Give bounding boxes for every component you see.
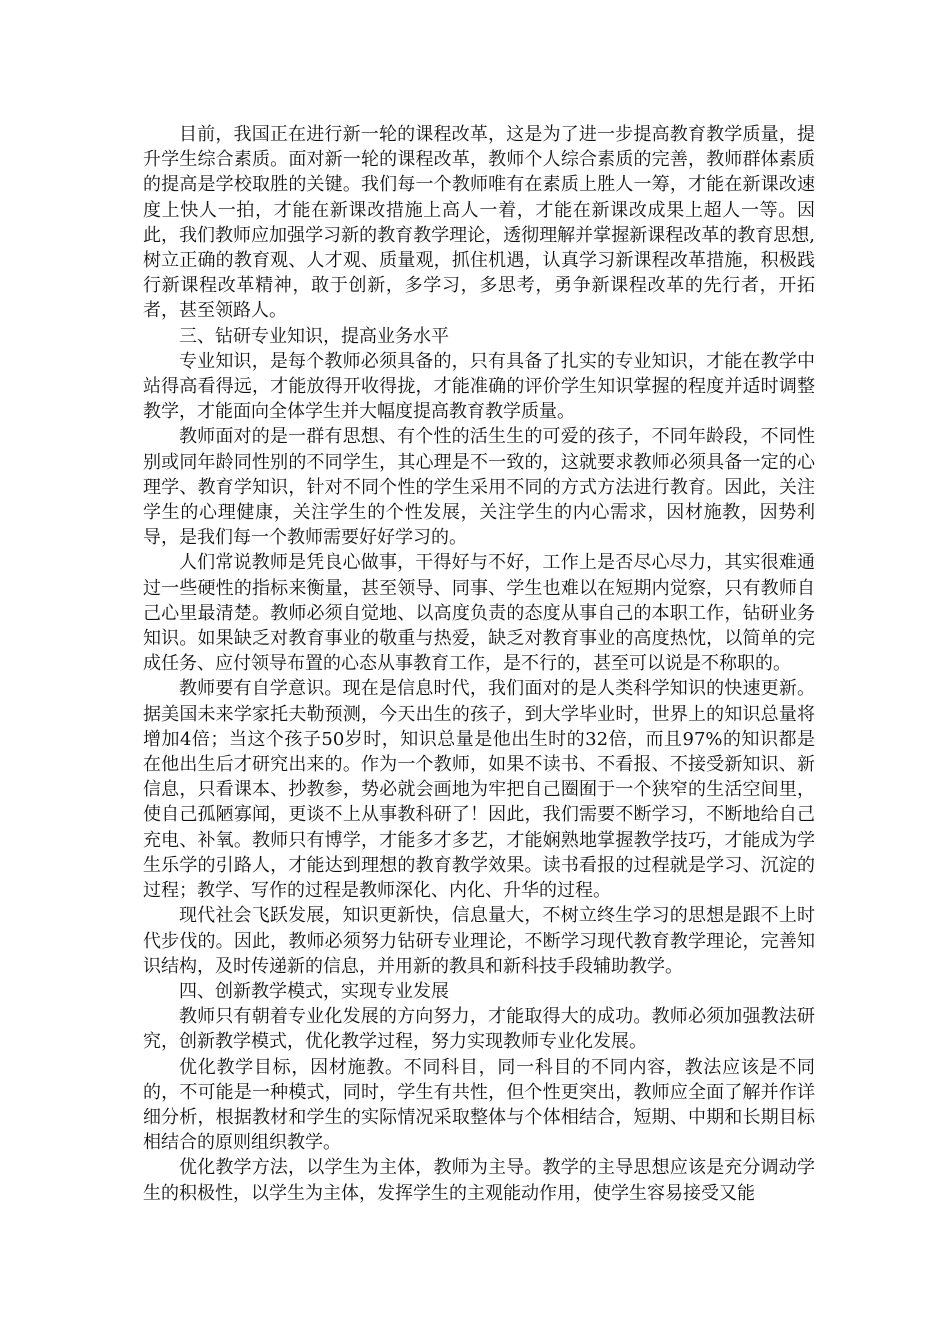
paragraph-teaching-methods: 优化教学方法，以学生为主体，教师为主导。教学的主导思想应该是充分调动学生的积极性，以学生为主体，发挥学生的主观能动作用，使学生容易接受又能 <box>143 1157 815 1204</box>
paragraph-professional-knowledge: 专业知识，是每个教师必须具备的，只有具备了扎实的专业知识，才能在教学中站得高看得远，才能放得开收得拢，才能准确的评价学生知识掌握的程度并适时调整教学，才能面向全体学生并大幅度提高教育教学质量。 <box>143 350 815 423</box>
paragraph-student-psychology: 教师面对的是一群有思想、有个性的活生生的可爱的孩子，不同年龄段，不同性别或同年龄同性别的不同学生，其心理是不一致的，这就要求教师必须具备一定的心理学、教育学知识，针对不同个性的学生采用不同的方式方法进行教育。因此，关注学生的心理健康，关注学生的个性发展，关注学生的内心需求，因材施教，因势利导，是我们每一个教师需要好好学习的。 <box>143 426 815 549</box>
section-heading-3: 三、钻研专业知识，提高业务水平 <box>179 325 449 347</box>
paragraph-teacher-conscience: 人们常说教师是凭良心做事，干得好与不好，工作上是否尽心尽力，其实很难通过一些硬性的指标来衡量，甚至领导、同事、学生也难以在短期内觉察，只有教师自己心里最清楚。教师必须自觉地、以高度负责的态度从事自己的本职工作，钻研业务知识。如果缺乏对教育事业的敬重与热爱，缺乏对教育事业的高度热忱，以简单的完成任务、应付领导布置的心态从事教育工作，是不行的，甚至可以说是不称职的。 <box>143 552 815 675</box>
paragraph-professional-development: 教师只有朝着专业化发展的方向努力，才能取得大的成功。教师必须加强教法研究，创新教学模式，优化教学过程，努力实现教师专业化发展。 <box>143 1006 815 1053</box>
paragraph-self-study: 教师要有自学意识。现在是信息时代，我们面对的是人类科学知识的快速更新。据美国未来学家托夫勒预测，今天出生的孩子，到大学毕业时，世界上的知识总量将增加4倍；当这个孩子50岁时，知识总量是他出生时的32倍，而且97%的知识都是在他出生后才研究出来的。作为一个教师，如果不读书、不看报、不接受新知识、新信息，只看课本、抄教参，势必就会画地为牢把自己圈囿于一个狭窄的生活空间里，使自己孤陋寡闻，更谈不上从事教科研了！因此，我们需要不断学习，不断地给自己充电、补氧。教师只有博学，才能多才多艺，才能娴熟地掌握教学技巧，才能成为学生乐学的引路人，才能达到理想的教育教学效果。读书看报的过程就是学习、沉淀的过程；教学、写作的过程是教师深化、内化、升华的过程。 <box>143 678 815 902</box>
section-heading-4: 四、创新教学模式，实现专业发展 <box>179 980 449 1002</box>
paragraph-lifelong-learning: 现代社会飞跃发展，知识更新快，信息量大，不树立终生学习的思想是跟不上时代步伐的。因此，教师必须努力钻研专业理论，不断学习现代教育教学理论，完善知识结构，及时传递新的信息，并用新的教具和新科技手段辅助教学。 <box>143 905 815 977</box>
document-body <box>143 122 815 1206</box>
paragraph-teaching-goals: 优化教学目标，因材施教。不同科目，同一科目的不同内容，教法应该是不同的，不可能是一种模式，同时，学生有共性，但个性更突出，教师应全面了解并作详细分析，根据教材和学生的实际情况采取整体与个体相结合，短期、中期和长期目标相结合的原则组织教学。 <box>143 1056 815 1154</box>
paragraph-curriculum-reform: 目前，我国正在进行新一轮的课程改革，这是为了进一步提高教育教学质量，提升学生综合素质。面对新一轮的课程改革，教师个人综合素质的完善，教师群体素质的提高是学校取胜的关键。我们每一个教师唯有在素质上胜人一筹，才能在新课改速度上快人一拍，才能在新课改措施上高人一着，才能在新课改成果上超人一等。因此，我们教师应加强学习新的教育教学理论，透彻理解并掌握新课程改革的教育思想,树立正确的教育观、人才观、质量观，抓住机遇，认真学习新课程改革措施，积极践行新课程改革精神，敢于创新，多学习，多思考，勇争新课程改革的先行者，开拓者，甚至领路人。 <box>143 124 815 322</box>
